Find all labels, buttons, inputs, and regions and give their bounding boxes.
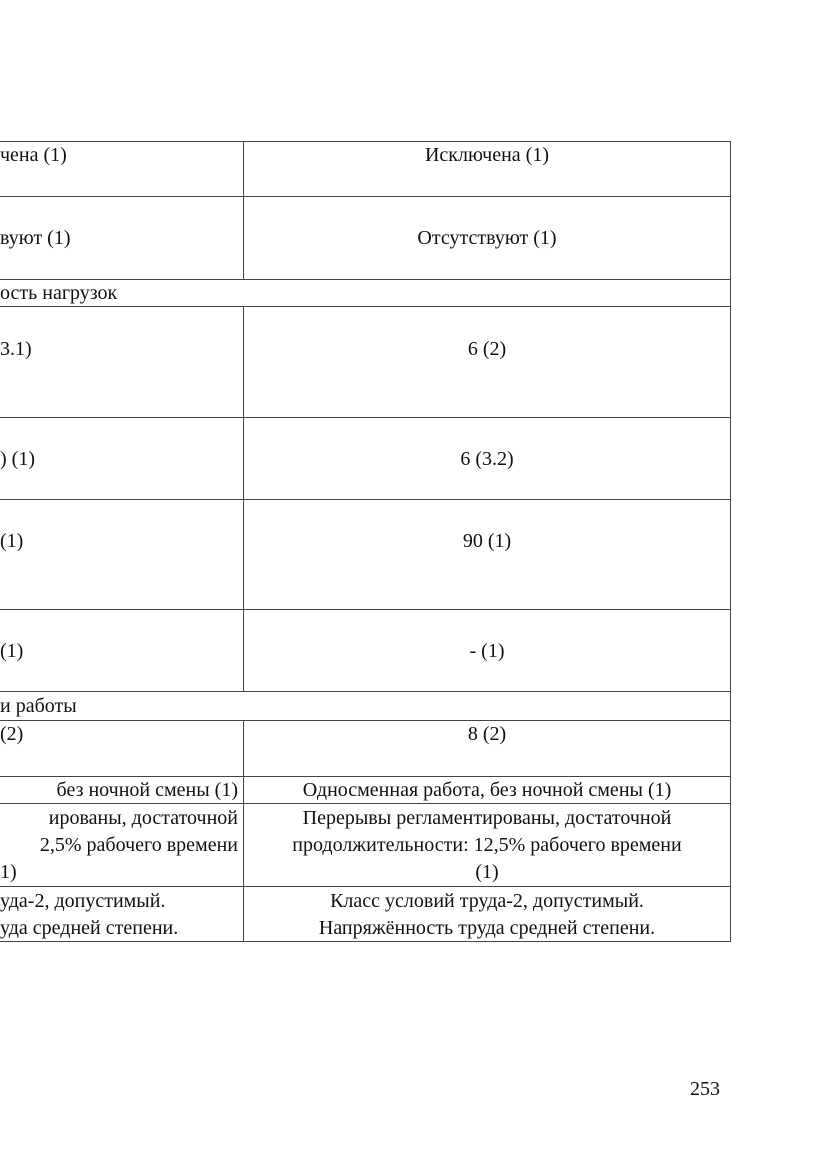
table-cell: Отсутствуют (1) [417, 227, 557, 249]
table-cell-line: 1) [0, 861, 17, 883]
table-cell: 6 (2) [467, 338, 507, 360]
table-cell: Исключена (1) [424, 144, 550, 166]
table-cell-line: продолжительности: 12,5% рабочего времени [292, 834, 682, 856]
table-cell: (1) [0, 530, 24, 552]
table-cell: 6 (3.2) [460, 448, 514, 470]
table-cell-line: уда-2, допустимый. [0, 890, 166, 912]
table-cell: вуют (1) [0, 227, 71, 249]
table-cell: 3.1) [0, 338, 32, 360]
row-divider [0, 417, 731, 418]
table-right-border [730, 141, 731, 942]
row-divider [0, 499, 731, 500]
table-cell: - (1) [469, 640, 505, 662]
table-cell: 8 (2) [467, 723, 507, 745]
table-cell-line: 2,5% рабочего времени [39, 834, 238, 856]
row-divider [0, 609, 731, 610]
table-cell-line: ированы, достаточной [48, 807, 238, 829]
table-cell: без ночной смены (1) [56, 779, 238, 801]
table-cell-line: Класс условий труда-2, допустимый. [330, 890, 644, 912]
table-cell: 90 (1) [462, 530, 512, 552]
table-cell: ) (1) [0, 448, 35, 470]
table-cell-line: уда средней степени. [0, 917, 179, 939]
table-cell: (1) [0, 640, 24, 662]
section-heading: и работы [0, 695, 77, 717]
section-heading: ость нагрузок [0, 282, 118, 304]
page-number: 253 [690, 1078, 720, 1100]
table-cell-line: (1) [475, 861, 499, 883]
table-cell-line: Перерывы регламентированы, достаточной [302, 807, 672, 829]
column-divider [243, 306, 244, 692]
table-cell-line: Напряжённость труда средней степени. [318, 917, 656, 939]
table-cell: чена (1) [0, 144, 67, 166]
row-divider [0, 886, 731, 887]
table-cell: (2) [0, 723, 24, 745]
row-divider [0, 196, 731, 197]
row-divider [0, 691, 731, 692]
table-cell: Односменная работа, без ночной смены (1) [302, 779, 672, 801]
